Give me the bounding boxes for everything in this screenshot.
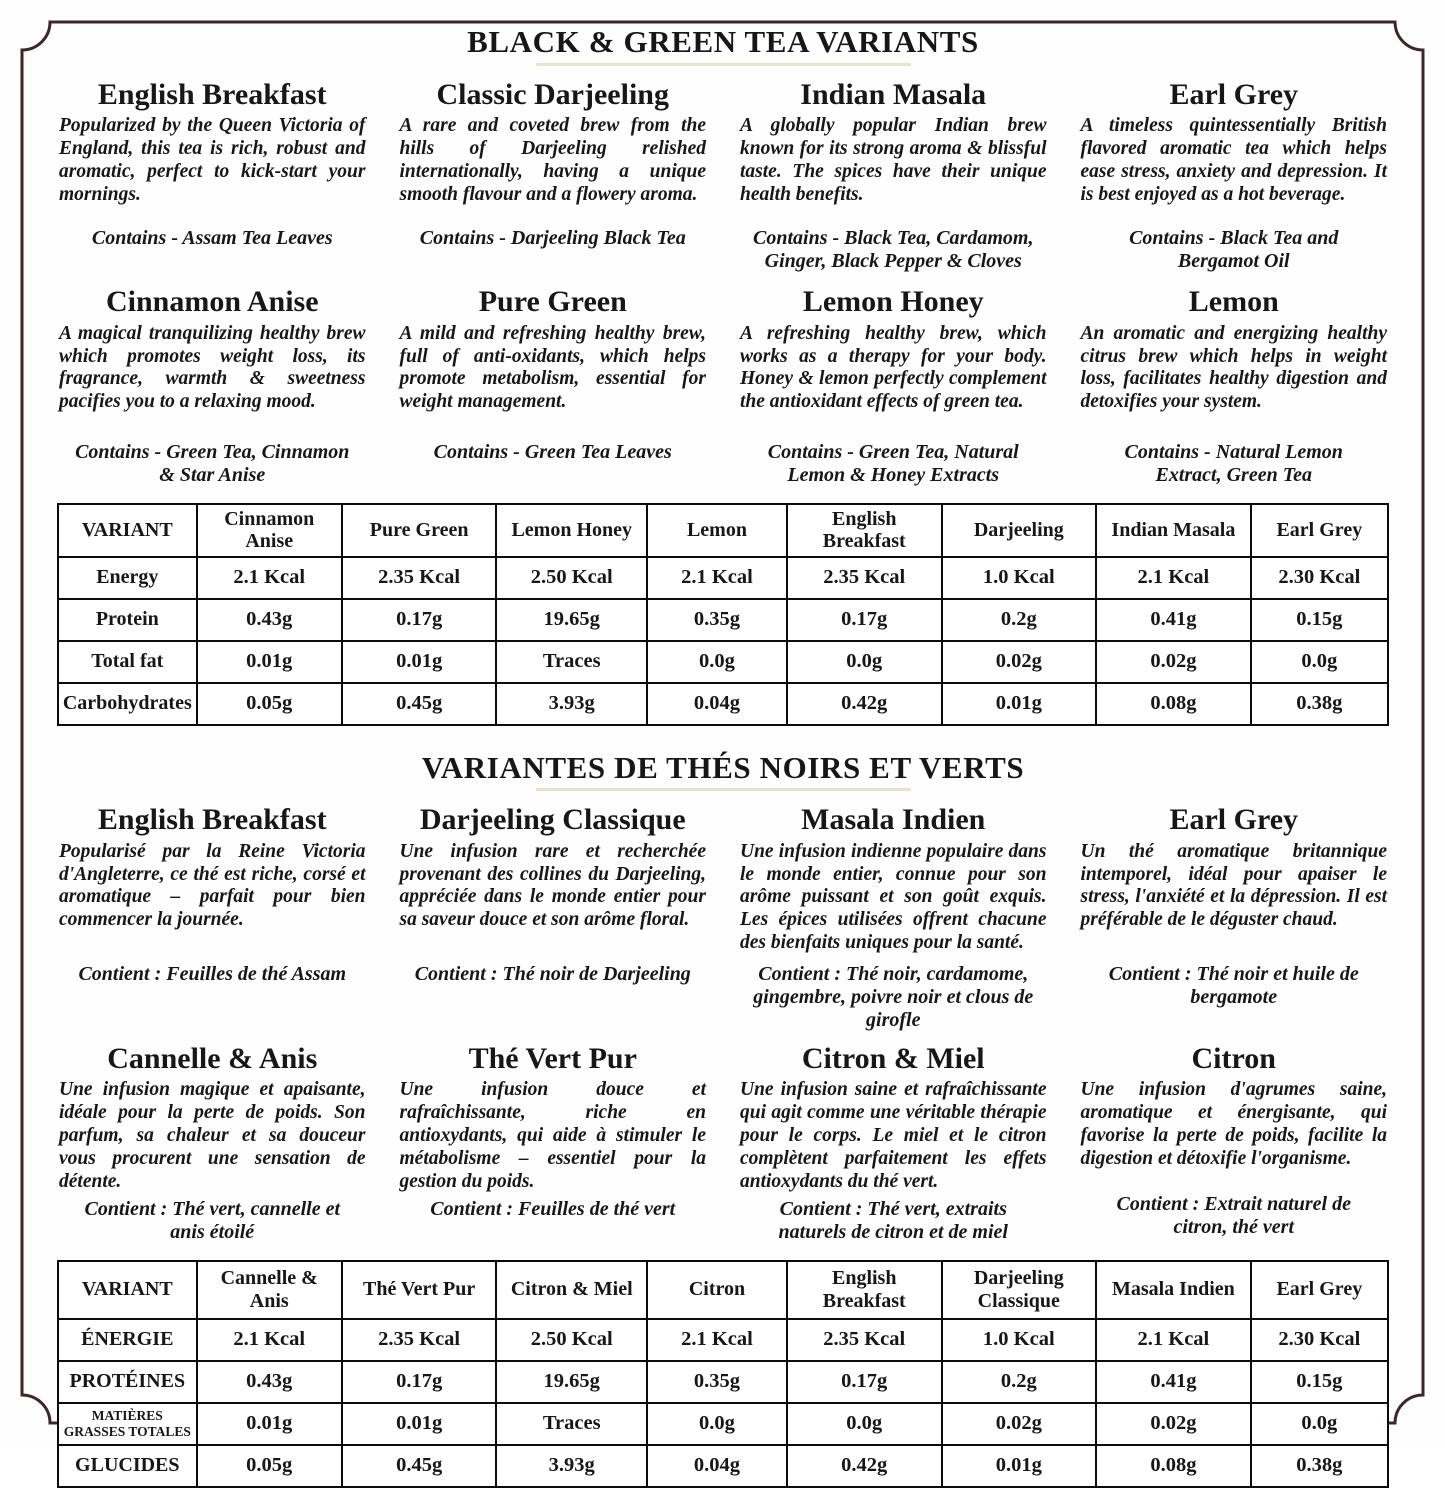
table-cell: 3.93g <box>496 1445 647 1487</box>
table-cell: 0.38g <box>1251 683 1388 725</box>
tea-name: Earl Grey <box>1169 803 1299 837</box>
tea-description: Une infusion saine et rafraîchissante qui agit comme une véritable thérapie pour le corps. Le miel et le citron complètent parfaitement les effets antioxydants du thé vert. <box>740 1079 1047 1192</box>
table-column-header: English Breakfast <box>787 504 942 557</box>
table-cell: 0.01g <box>197 641 342 683</box>
table-column-header: Darjeeling Classique <box>942 1261 1097 1319</box>
tea-name: Pure Green <box>478 285 627 319</box>
table-cell: 0.2g <box>942 599 1097 641</box>
table-column-header: Cannelle & Anis <box>197 1261 342 1319</box>
table-column-header: Cinnamon Anise <box>197 504 342 557</box>
table-cell: 0.38g <box>1251 1445 1388 1487</box>
tea-description: A mild and refreshing healthy brew, full of anti-oxidants, which helps promote metabolism, essential for weight management. <box>399 322 706 413</box>
table-cell: 0.35g <box>647 1361 787 1403</box>
tea-card-lemon <box>1079 285 1390 489</box>
tea-name: Indian Masala <box>800 77 987 111</box>
tea-card-the-vert-pur <box>398 1042 709 1246</box>
tea-description: A magical tranquilizing healthy brew which promotes weight loss, its fragrance, warmth & sweetness pacifies you to a relaxing mood. <box>59 322 366 413</box>
table-column-header: Thé Vert Pur <box>342 1261 497 1319</box>
tea-contains: Contains - Green Tea, Natural Lemon & Honey Extracts <box>767 440 1019 486</box>
tea-name: English Breakfast <box>97 77 327 111</box>
tea-description: Popularisé par la Reine Victoria d'Angleterre, ce thé est riche, corsé et aromatique – parfait pour bien commencer la journée. <box>59 840 366 931</box>
table-cell: 0.05g <box>197 1445 342 1487</box>
tea-name: Cannelle & Anis <box>107 1041 318 1075</box>
table-column-header: Lemon Honey <box>496 504 647 557</box>
table-cell: 0.01g <box>342 1403 497 1445</box>
title-underline <box>536 63 911 66</box>
nutrition-table-french <box>57 1260 1389 1488</box>
table-cell: 0.45g <box>342 1445 497 1487</box>
tea-contains: Contains - Natural Lemon Extract, Green Tea <box>1124 440 1343 486</box>
table-column-header: Darjeeling <box>942 504 1097 557</box>
table-cell: 2.1 Kcal <box>197 1319 342 1361</box>
table-cell: 2.1 Kcal <box>647 1319 787 1361</box>
tea-grid-english <box>57 78 1389 489</box>
table-cell: 1.0 Kcal <box>942 557 1097 599</box>
tea-description: A globally popular Indian brew known for its strong aroma & blissful taste. The spices have their unique health benefits. <box>740 115 1047 205</box>
tea-contains: Contient : Thé noir, cardamome, gingembre, poivre noir et clous de girofle <box>753 962 1034 1031</box>
tea-name: Thé Vert Pur <box>468 1041 637 1075</box>
content-area <box>57 24 1389 1488</box>
tea-name: Citron <box>1191 1041 1276 1075</box>
table-row-label: ÉNERGIE <box>58 1319 197 1361</box>
section-title-french: VARIANTES DE THÉS NOIRS ET VERTS <box>421 749 1025 785</box>
table-cell: 0.04g <box>647 683 787 725</box>
table-cell: 0.01g <box>342 641 497 683</box>
table-cell: 0.43g <box>197 599 342 641</box>
nutrition-table-english <box>57 503 1389 726</box>
tea-contains: Contient : Extrait naturel de citron, thé vert <box>1116 1193 1351 1239</box>
table-cell: 0.01g <box>942 1445 1097 1487</box>
tea-card-earl-grey-fr <box>1079 803 1390 1032</box>
table-cell: 19.65g <box>496 1361 647 1403</box>
tea-name: Cinnamon Anise <box>105 285 319 319</box>
table-cell: 0.43g <box>197 1361 342 1403</box>
tea-contains: Contains - Green Tea Leaves <box>433 440 672 463</box>
table-column-header: Masala Indien <box>1096 1261 1251 1319</box>
table-row-label: GLUCIDES <box>58 1445 197 1487</box>
table-row-label: Carbohydrates <box>58 683 197 725</box>
tea-card-english-breakfast <box>57 78 368 276</box>
table-corner-header: VARIANT <box>58 1261 197 1319</box>
table-cell: Traces <box>496 1403 647 1445</box>
table-row-label: MATIÈRES GRASSES TOTALES <box>58 1403 197 1445</box>
table-cell: 0.41g <box>1096 1361 1251 1403</box>
table-cell: 0.0g <box>1251 1403 1388 1445</box>
tea-contains: Contient : Feuilles de thé Assam <box>78 962 347 985</box>
tea-card-citron <box>1079 1042 1390 1246</box>
tea-card-earl-grey <box>1079 78 1390 276</box>
table-cell: 2.1 Kcal <box>1096 1319 1251 1361</box>
tea-contains: Contient : Thé vert, extraits naturels de citron et de miel <box>778 1197 1008 1243</box>
tea-contains: Contains - Assam Tea Leaves <box>91 227 333 250</box>
tea-description: An aromatic and energizing healthy citrus brew which helps in weight loss, facilitates healthy digestion and detoxifies your system. <box>1080 322 1387 413</box>
table-cell: 0.35g <box>647 599 787 641</box>
table-cell: 0.05g <box>197 683 342 725</box>
table-corner-header: VARIANT <box>58 504 197 557</box>
tea-card-pure-green <box>398 285 709 489</box>
table-column-header: Citron <box>647 1261 787 1319</box>
table-cell: 0.02g <box>1096 1403 1251 1445</box>
tea-card-classic-darjeeling <box>398 78 709 276</box>
tea-description: Une infusion rare et recherchée provenant des collines du Darjeeling, appréciée dans le monde entier pour sa saveur douce et son arôme floral. <box>399 840 706 931</box>
tea-grid-french <box>57 803 1389 1245</box>
table-cell: 2.30 Kcal <box>1251 1319 1388 1361</box>
tea-description: Une infusion indienne populaire dans le monde entier, connue pour son arôme puissant et son goût exquis. Les épices utilisées offrent chacune des bienfaits uniques pour la santé. <box>740 840 1047 954</box>
tea-name: Classic Darjeeling <box>436 77 669 111</box>
tea-name: Darjeeling Classique <box>419 803 686 837</box>
table-row-label: PROTÉINES <box>58 1361 197 1403</box>
tea-name: English Breakfast <box>97 803 327 837</box>
tea-description: A timeless quintessentially British flavored aromatic tea which helps ease stress, anxiety and depression. It is best enjoyed as a hot beverage. <box>1080 115 1387 205</box>
table-cell: 2.30 Kcal <box>1251 557 1388 599</box>
table-cell: 2.50 Kcal <box>496 1319 647 1361</box>
tea-description: Un thé aromatique britannique intemporel, idéal pour apaiser le stress, l'anxiété et la dépression. Il est préférable de le déguster chaud. <box>1080 840 1387 931</box>
table-cell: 0.02g <box>1096 641 1251 683</box>
table-cell: 0.02g <box>942 641 1097 683</box>
tea-name: Citron & Miel <box>801 1041 985 1075</box>
table-column-header: English Breakfast <box>787 1261 942 1319</box>
table-cell: 2.35 Kcal <box>787 1319 942 1361</box>
tea-card-english-breakfast-fr <box>57 803 368 1032</box>
table-cell: 0.41g <box>1096 599 1251 641</box>
table-cell: 3.93g <box>496 683 647 725</box>
section-french <box>57 750 1389 1488</box>
table-cell: 0.42g <box>787 683 942 725</box>
table-cell: 0.0g <box>1251 641 1388 683</box>
tea-description: Une infusion magique et apaisante, idéale pour la perte de poids. Son parfum, sa chaleur et sa douceur vous procurent une sensation de détente. <box>59 1079 366 1192</box>
title-underline <box>536 788 911 791</box>
table-cell: 0.17g <box>787 1361 942 1403</box>
tea-card-cinnamon-anise <box>57 285 368 489</box>
tea-contains: Contient : Feuilles de thé vert <box>430 1197 676 1220</box>
table-cell: 0.45g <box>342 683 497 725</box>
table-cell: 2.1 Kcal <box>197 557 342 599</box>
tea-card-citron-miel <box>738 1042 1049 1246</box>
tea-contains: Contains - Green Tea, Cinnamon & Star Anise <box>75 440 350 486</box>
table-cell: 0.08g <box>1096 683 1251 725</box>
tea-contains: Contient : Thé vert, cannelle et anis étoilé <box>84 1197 341 1243</box>
table-cell: 0.01g <box>197 1403 342 1445</box>
table-cell: 0.15g <box>1251 1361 1388 1403</box>
tea-description: Une infusion d'agrumes saine, aromatique et énergisante, qui favorise la perte de poids, facilite la digestion et détoxifie l'organisme. <box>1080 1079 1387 1169</box>
tea-card-lemon-honey <box>738 285 1049 489</box>
tea-contains: Contient : Thé noir et huile de bergamote <box>1108 962 1359 1008</box>
tea-name: Lemon <box>1188 285 1279 319</box>
table-cell: 0.17g <box>342 1361 497 1403</box>
table-column-header: Earl Grey <box>1251 504 1388 557</box>
table-column-header: Lemon <box>647 504 787 557</box>
tea-name: Lemon Honey <box>802 285 984 319</box>
table-cell: 1.0 Kcal <box>942 1319 1097 1361</box>
table-cell: 2.35 Kcal <box>342 1319 497 1361</box>
table-cell: 0.0g <box>787 1403 942 1445</box>
tea-card-masala-indien <box>738 803 1049 1032</box>
table-row-label: Total fat <box>58 641 197 683</box>
tea-name: Earl Grey <box>1169 77 1299 111</box>
tea-contains: Contains - Darjeeling Black Tea <box>419 227 686 250</box>
tea-card-indian-masala <box>738 78 1049 276</box>
table-cell: 0.15g <box>1251 599 1388 641</box>
table-cell: 0.02g <box>942 1403 1097 1445</box>
table-cell: 0.08g <box>1096 1445 1251 1487</box>
section-english <box>57 24 1389 726</box>
table-cell: Traces <box>496 641 647 683</box>
tea-description: Popularized by the Queen Victoria of England, this tea is rich, robust and aromatic, perfect to kick-start your mornings. <box>59 115 366 205</box>
table-cell: 0.0g <box>787 641 942 683</box>
table-cell: 2.50 Kcal <box>496 557 647 599</box>
table-column-header: Pure Green <box>342 504 497 557</box>
table-row-label: Protein <box>58 599 197 641</box>
table-cell: 2.1 Kcal <box>1096 557 1251 599</box>
table-cell: 0.0g <box>647 641 787 683</box>
tea-contains: Contient : Thé noir de Darjeeling <box>414 962 691 985</box>
table-cell: 2.35 Kcal <box>787 557 942 599</box>
tea-description: A refreshing healthy brew, which works as a therapy for your body. Honey & lemon perfectly complement the antioxidant effects of green tea. <box>740 322 1047 413</box>
table-cell: 0.0g <box>647 1403 787 1445</box>
table-cell: 0.42g <box>787 1445 942 1487</box>
tea-contains: Contains - Black Tea, Cardamom, Ginger, Black Pepper & Cloves <box>753 227 1034 273</box>
tea-card-darjeeling-classique <box>398 803 709 1032</box>
tea-description: A rare and coveted brew from the hills of Darjeeling relished internationally, having a unique smooth flavour and a flowery aroma. <box>399 115 706 205</box>
table-cell: 0.17g <box>342 599 497 641</box>
table-cell: 2.35 Kcal <box>342 557 497 599</box>
table-column-header: Citron & Miel <box>496 1261 647 1319</box>
table-cell: 19.65g <box>496 599 647 641</box>
tea-description: Une infusion douce et rafraîchissante, riche en antioxydants, qui aide à stimuler le métabolisme – essentiel pour la gestion du poids. <box>399 1079 706 1192</box>
tea-card-cannelle-anis <box>57 1042 368 1246</box>
tea-name: Masala Indien <box>801 803 986 837</box>
section-title-english: BLACK & GREEN TEA VARIANTS <box>467 24 979 59</box>
table-cell: 0.2g <box>942 1361 1097 1403</box>
tea-contains: Contains - Black Tea and Bergamot Oil <box>1129 227 1339 273</box>
table-cell: 0.04g <box>647 1445 787 1487</box>
table-column-header: Earl Grey <box>1251 1261 1388 1319</box>
table-cell: 2.1 Kcal <box>647 557 787 599</box>
table-cell: 0.01g <box>942 683 1097 725</box>
table-row-label: Energy <box>58 557 197 599</box>
table-cell: 0.17g <box>787 599 942 641</box>
table-column-header: Indian Masala <box>1096 504 1251 557</box>
